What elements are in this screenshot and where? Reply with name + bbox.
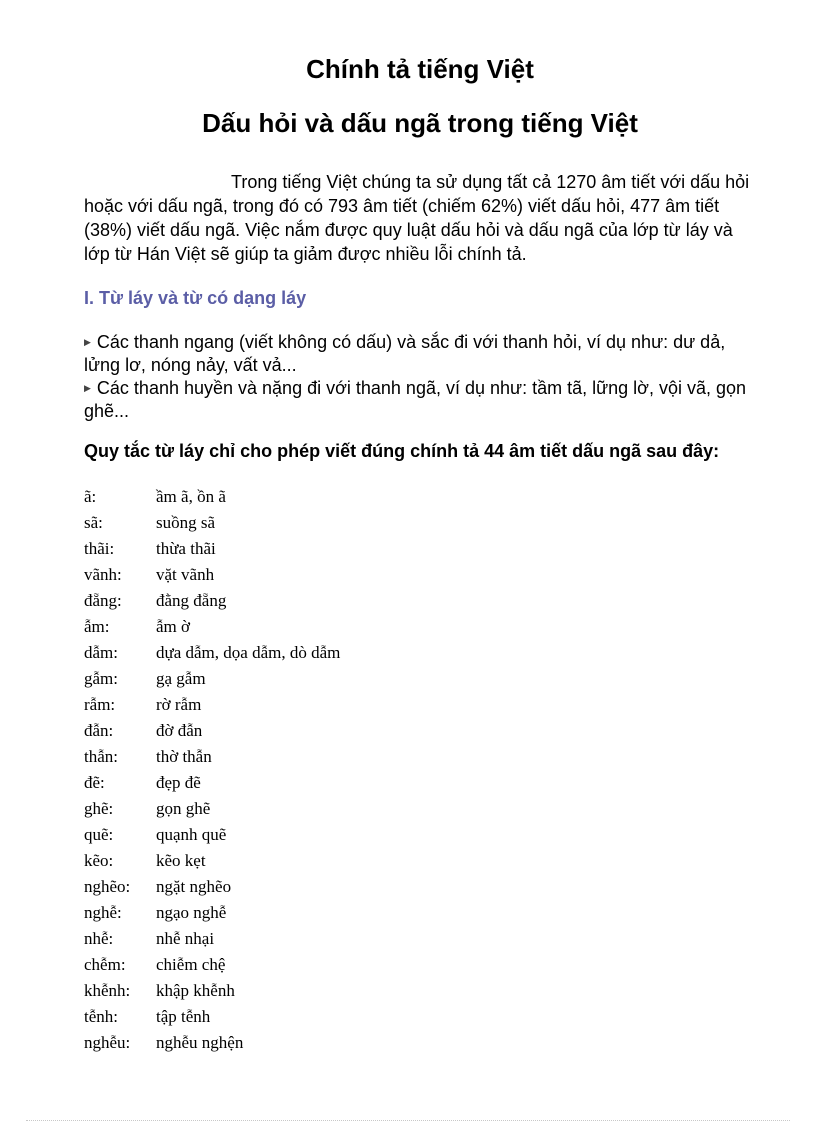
syllable-example: tập tễnh — [156, 1007, 211, 1026]
bullet-text: Các thanh huyền và nặng đi với thanh ngã, ví dụ như: tầm tã, lững lờ, vội vã, gọn ghẽ... — [84, 378, 747, 421]
bullet-item — [84, 377, 754, 423]
bullet-icon: ▶ — [84, 337, 91, 347]
bullet-text: Các thanh ngang (viết không có dấu) và sắc đi với thanh hỏi, ví dụ như: dư dả, lửng lơ, nóng nảy, vất vả... — [84, 332, 726, 375]
syllable-term: ã: — [84, 487, 97, 506]
syllable-term: đẫn: — [84, 721, 114, 740]
syllable-example: quạnh quẽ — [156, 825, 227, 844]
syllable-term: thẫn: — [84, 747, 118, 766]
syllable-example: nhễ nhại — [156, 929, 215, 948]
syllable-example: ngặt nghẽo — [156, 877, 232, 896]
syllable-row — [84, 770, 340, 796]
syllable-example: kẽo kẹt — [156, 851, 206, 870]
syllable-term: nghễu: — [84, 1033, 131, 1052]
syllable-row — [84, 510, 340, 536]
section-heading: I. Từ láy và từ có dạng láy — [84, 288, 307, 308]
syllable-row — [84, 640, 340, 666]
syllable-example: dựa dẫm, dọa dẫm, dò dẫm — [156, 643, 341, 662]
document-title: Chính tả tiếng Việt — [306, 54, 534, 84]
intro-paragraph: Trong tiếng Việt chúng ta sử dụng tất cả 1270 âm tiết với dấu hỏi hoặc với dấu ngã, trong đó có 793 âm tiết (chiếm 62%) viết dấu hỏi, 477 âm tiết (38%) viết dấu ngã. Việc nắm được quy luật dấu hỏi và dấu ngã của lớp từ láy và lớp từ Hán Việt sẽ giúp ta giảm được nhiều lỗi chính tả. — [84, 172, 750, 264]
syllable-example: gạ gẫm — [156, 669, 206, 688]
syllable-row — [84, 796, 340, 822]
syllable-example: rờ rẫm — [156, 695, 202, 714]
syllable-row — [84, 848, 340, 874]
syllable-row — [84, 614, 340, 640]
syllable-term: rẫm: — [84, 695, 116, 714]
syllable-term: kẽo: — [84, 851, 114, 870]
document-subtitle: Dấu hỏi và dấu ngã trong tiếng Việt — [202, 108, 638, 138]
syllable-example: đằng đẵng — [156, 591, 227, 610]
syllable-term: vãnh: — [84, 565, 122, 584]
syllable-term: dẫm: — [84, 643, 118, 662]
syllable-example: đẹp đẽ — [156, 773, 201, 792]
syllable-example: đờ đẫn — [156, 721, 203, 740]
syllable-row — [84, 822, 340, 848]
syllable-example: khập khễnh — [156, 981, 235, 1000]
syllable-example: ầm ã, ồn ã — [156, 487, 226, 506]
syllable-row — [84, 692, 340, 718]
syllable-row — [84, 588, 340, 614]
syllable-term: tễnh: — [84, 1007, 118, 1026]
syllable-term: chễm: — [84, 955, 126, 974]
syllable-row — [84, 666, 340, 692]
syllable-row — [84, 536, 340, 562]
syllable-example: gọn ghẽ — [156, 799, 211, 818]
syllable-term: ghẽ: — [84, 799, 114, 818]
syllable-term: thãi: — [84, 539, 115, 558]
rule-bullet-list — [84, 331, 754, 423]
syllable-term: đẽ: — [84, 773, 105, 792]
syllable-term: nghẽo: — [84, 877, 131, 896]
rule-heading: Quy tắc từ láy chỉ cho phép viết đúng chính tả 44 âm tiết dấu ngã sau đây: — [84, 441, 720, 461]
syllable-term: sã: — [84, 513, 103, 532]
syllable-row — [84, 900, 340, 926]
syllable-row — [84, 926, 340, 952]
syllable-row — [84, 952, 340, 978]
page-divider — [26, 1120, 790, 1121]
syllable-term: nhễ: — [84, 929, 114, 948]
syllable-row — [84, 718, 340, 744]
bullet-icon: ▶ — [84, 383, 91, 393]
syllable-term: nghễ: — [84, 903, 122, 922]
syllable-row — [84, 1030, 340, 1056]
syllable-term: ẫm: — [84, 617, 110, 636]
syllable-example: thờ thẫn — [156, 747, 212, 766]
syllable-list — [84, 484, 340, 1056]
syllable-example: suồng sã — [156, 513, 216, 532]
syllable-example: nghễu nghện — [156, 1033, 244, 1052]
syllable-term: khễnh: — [84, 981, 131, 1000]
syllable-term: gẫm: — [84, 669, 118, 688]
syllable-example: thừa thãi — [156, 539, 216, 558]
syllable-term: đẵng: — [84, 591, 122, 610]
syllable-example: ẫm ờ — [156, 617, 191, 636]
syllable-row — [84, 484, 340, 510]
syllable-row — [84, 744, 340, 770]
bullet-item — [84, 331, 754, 377]
syllable-example: chiễm chệ — [156, 955, 226, 974]
syllable-row — [84, 874, 340, 900]
syllable-term: quẽ: — [84, 825, 114, 844]
syllable-example: vặt vãnh — [156, 565, 215, 584]
syllable-row — [84, 978, 340, 1004]
syllable-row — [84, 562, 340, 588]
syllable-row — [84, 1004, 340, 1030]
syllable-example: ngạo nghễ — [156, 903, 227, 922]
